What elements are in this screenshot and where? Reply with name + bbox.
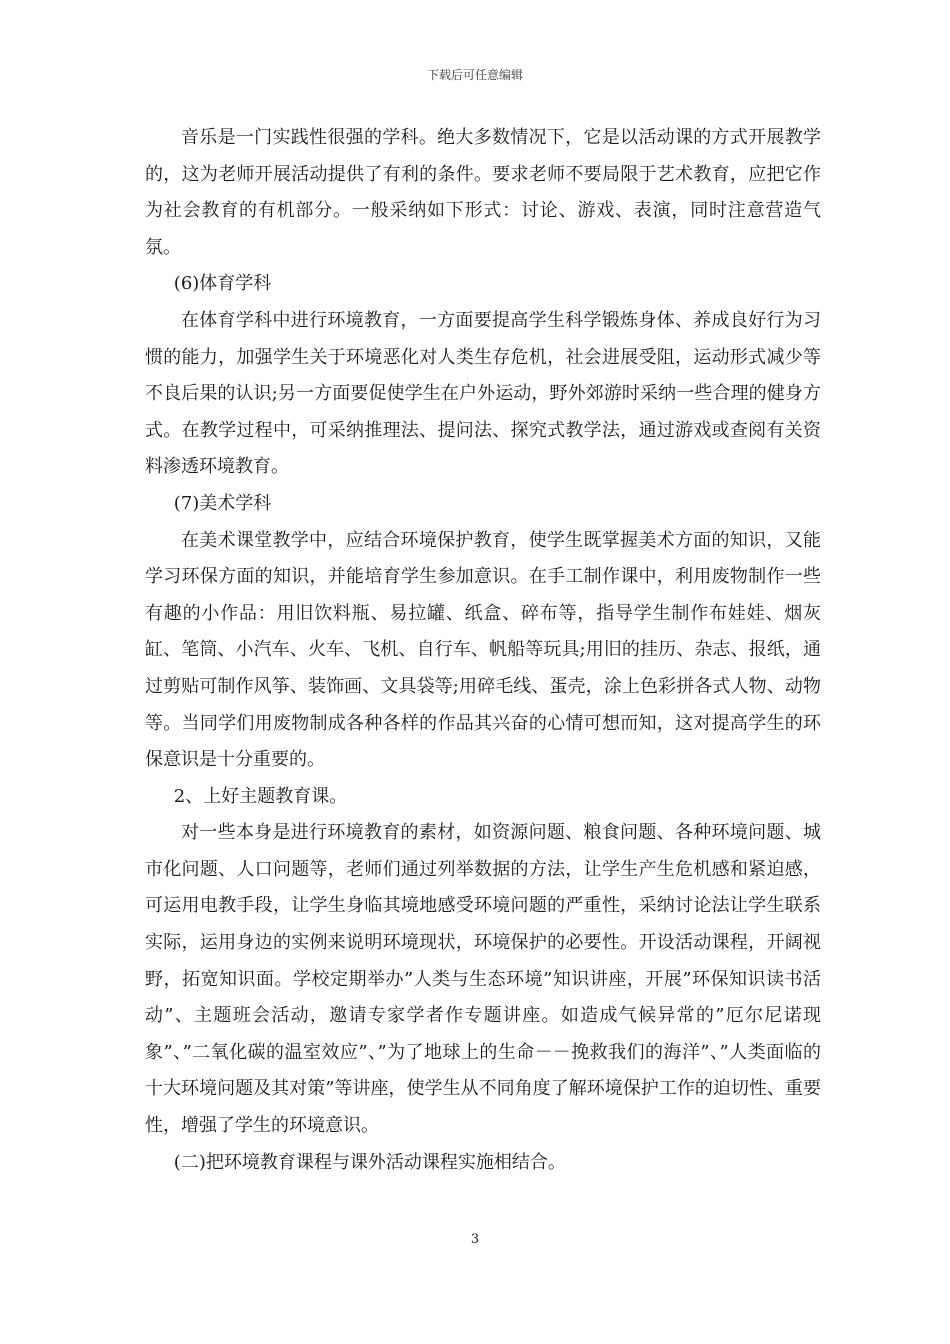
heading-section-two: (二)把环境教育课程与课外活动课程实施相结合。 <box>173 1151 566 1173</box>
document-body <box>145 120 821 1181</box>
heading-theme-class: 2、上好主题教育课。 <box>173 785 348 807</box>
page-header: 下载后可任意编辑 <box>426 68 523 82</box>
page-number: 3 <box>470 1232 480 1247</box>
paragraph-art: 在美术课堂教学中，应结合环境保护教育，使学生既掌握美术方面的知识，又能学习环保方面的知识，并能培育学生参加意识。在手工制作课中，利用废物制作一些有趣的小作品：用旧饮料瓶、易拉罐、纸盒、碎布等，指导学生制作布娃娃、烟灰缸、笔筒、小汽车、火车、飞机、自行车、帆船等玩具;用旧的挂历、杂志、报纸，通过剪贴可制作风筝、装饰画、文具袋等;用碎毛线、蛋壳，涂上色彩拼各式人物、动物等。当同学们用废物制成各种各样的作品其兴奋的心情可想而知，这对提高学生的环保意识是十分重要的。 <box>145 529 821 771</box>
heading-pe: (6)体育学科 <box>173 273 272 295</box>
paragraph-music: 音乐是一门实践性很强的学科。绝大多数情况下，它是以活动课的方式开展教学的，这为老师开展活动提供了有利的条件。要求老师不要局限于艺术教育，应把它作为社会教育的有机部分。一般采纳如下形式：讨论、游戏、表演，同时注意营造气氛。 <box>145 127 821 258</box>
heading-art: (7)美术学科 <box>173 492 272 514</box>
paragraph-pe: 在体育学科中进行环境教育，一方面要提高学生科学锻炼身体、养成良好行为习惯的能力，加强学生关于环境恶化对人类生存危机，社会进展受阻，运动形式减少等不良后果的认识;另一方面要促使学生在户外运动，野外郊游时采纳一些合理的健身方式。在教学过程中，可采纳推理法、提问法、探究式教学法，通过游戏或查阅有关资料渗透环境教育。 <box>145 309 821 478</box>
paragraph-theme-class: 对一些本身是进行环境教育的素材，如资源问题、粮食问题、各种环境问题、城市化问题、人口问题等，老师们通过列举数据的方法，让学生产生危机感和紧迫感，可运用电教手段，让学生身临其境地感受环境问题的严重性，采纳讨论法让学生联系实际，运用身边的实例来说明环境现状，环境保护的必要性。开设活动课程，开阔视野，拓宽知识面。学校定期举办”人类与生态环境”知识讲座，开展”环保知识读书活动”、主题班会活动，邀请专家学者作专题讲座。如造成气候异常的”厄尔尼诺现象”、”二氧化碳的温室效应”、”为了地球上的生命－－挽救我们的海洋”、”人类面临的十大环境问题及其对策”等讲座，使学生从不同角度了解环境保护工作的迫切性、重要性，增强了学生的环境意识。 <box>145 822 821 1137</box>
